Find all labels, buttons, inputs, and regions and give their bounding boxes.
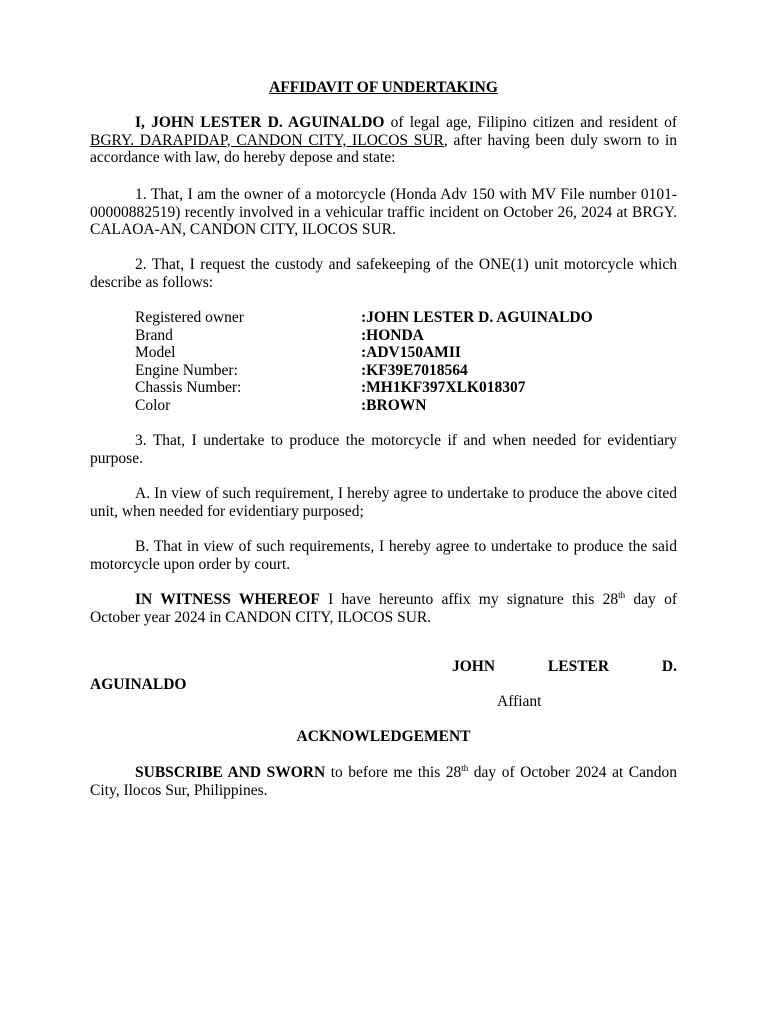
spec-row: Brand :HONDA [135,326,424,344]
spec-row: Color :BROWN [135,396,427,414]
affiant-name: I, JOHN LESTER D. AGUINALDO [135,114,385,131]
acknowledgement-paragraph: SUBSCRIBE AND SWORN to before me this 28th day of October 2024 at Candon City, Ilocos Sur, Philippines. [90,762,677,799]
spec-row: Chassis Number: :MH1KF397XLK018307 [135,379,526,396]
paragraph-b: B. That in view of such requirements, I hereby agree to undertake to produce the said motorcycle upon order by court. [90,538,677,573]
motorcycle-details [135,309,593,414]
paragraph-a: A. In view of such requirement, I hereby agree to undertake to produce the above cited unit, when needed for evidentiary purposed; [90,485,677,520]
spec-row: Engine Number: :KF39E7018564 [135,361,468,379]
acknowledgement-title: ACKNOWLEDGEMENT [296,728,471,745]
signature-name-line: JOHN LESTER D. [452,658,677,675]
paragraph-3: 3. That, I undertake to produce the motorcycle if and when needed for evidentiary purpose. [90,432,677,467]
affiant-address: BGRY. DARAPIDAP, CANDON CITY, ILOCOS SUR [90,131,444,149]
paragraph-1: 1. That, I am the owner of a motorcycle (Honda Adv 150 with MV File number 0101-00000882519) recently involved in a vehicular traffic incident on October 26, 2024 at BRGY. CALAOA-AN, CANDON CITY, ILOCOS SUR. [90,186,677,238]
signature-surname: AGUINALDO [90,676,187,693]
witness-paragraph: IN WITNESS WHEREOF I have hereunto affix my signature this 28th day of October year 2024 in CANDON CITY, ILOCOS SUR. [90,589,677,626]
spec-row: Registered owner :JOHN LESTER D. AGUINALDO [135,309,593,326]
affiant-label: Affiant [497,693,542,710]
document-title: AFFIDAVIT OF UNDERTAKING [269,79,498,96]
spec-row: Model :ADV150AMII [135,344,461,361]
paragraph-2: 2. That, I request the custody and safekeeping of the ONE(1) unit motorcycle which describe as follows: [90,256,677,291]
intro-paragraph: I, JOHN LESTER D. AGUINALDO of legal age, Filipino citizen and resident of BGRY. DARAPIDAP, CANDON CITY, ILOCOS SUR, after having been duly sworn to in accordance with law, do hereby depose and state: [90,114,677,166]
